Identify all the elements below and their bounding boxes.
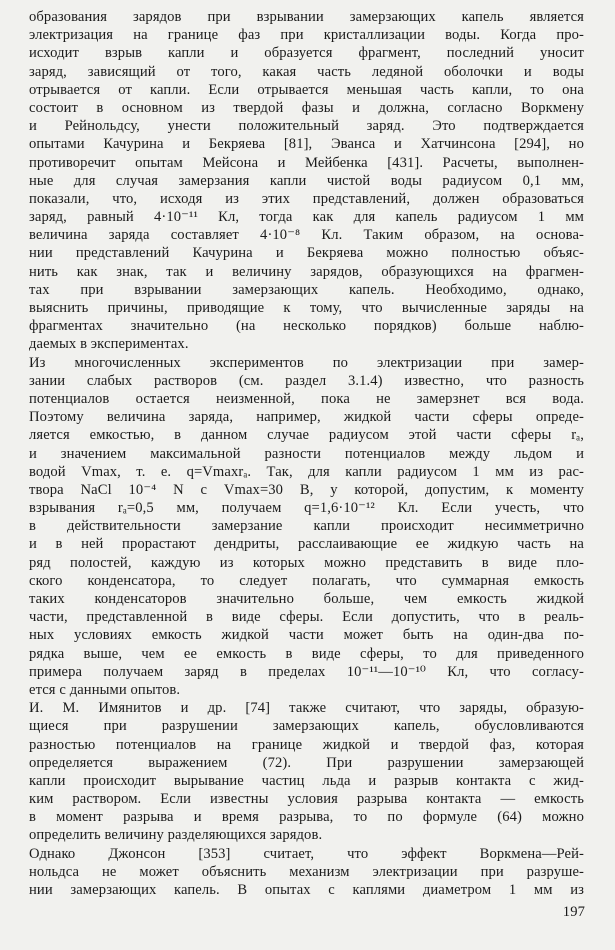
text-line: исходит взрыв капли и образуется фрагмент, последний уносит: [29, 45, 584, 62]
text-line: нить как знак, так и величину зарядов, образующихся на фрагмен-: [29, 263, 584, 280]
text-line: взрывания rₐ=0,5 мм, получаем q=1,6·10⁻¹² Кл. Если учесть, что: [29, 500, 584, 517]
text-line: определить величину разделяющихся зарядов.: [29, 827, 323, 844]
text-line: зании слабых растворов (см. раздел 3.1.4) известно, что разность: [29, 372, 584, 389]
text-line: нольдса не может объяснить механизм электризации при разруше-: [29, 863, 584, 880]
text-line: ского конденсатора, то следует полагать, что суммарная емкость: [29, 572, 584, 589]
text-line: твора NaCl 10⁻⁴ N с Vmax=30 В, у которой, допустим, к моменту: [29, 481, 584, 498]
text-line: ется с данными опытов.: [29, 681, 181, 698]
text-line: в момент разрыва и время разрыва, то по формуле (64) можно: [29, 809, 584, 826]
text-line: опытами Качурина и Бекряева [81], Эванса и Хатчинсона [294], но: [29, 136, 584, 153]
text-line: ных условиях емкость жидкой части может быть на один-два по-: [29, 627, 584, 644]
text-line: нии представлений Качурина и Бекряева можно полностью объяс-: [29, 245, 584, 262]
text-line: электризация на границе фаз при кристаллизации воды. Когда про-: [29, 27, 584, 44]
text-line: Однако Джонсон [353] считает, что эффект Воркмена—Рей-: [29, 845, 584, 862]
text-line: и значением максимальной разности потенциалов между льдом и: [29, 445, 584, 462]
text-line: величина заряда составляет 4·10⁻⁸ Кл. Таким образом, на основа-: [29, 227, 584, 244]
text-line: тах при взрывании замерзающих капель. Необходимо, однако,: [29, 281, 584, 298]
text-line: заряд, равный 4·10⁻¹¹ Кл, тогда как для капель радиусом 1 мм: [29, 209, 584, 226]
text-line: и Рейнольдсу, унести положительный заряд. Это подтверждается: [29, 118, 584, 135]
text-line: заряд, зависящий от того, какая часть ледяной оболочки и воды: [29, 63, 584, 80]
text-line: примера получаем заряд в пределах 10⁻¹¹—10⁻¹⁰ Кл, что согласу-: [29, 663, 584, 680]
text-line: и в ней прорастают дендриты, расслаивающие ее жидкую часть на: [29, 536, 584, 553]
text-line: капли происходит вырывание частиц льда и разрыв контакта с жид-: [29, 772, 584, 789]
text-line: водой Vmax, т. е. q=Vmaxrₐ. Так, для капли радиусом 1 мм из рас-: [29, 463, 584, 480]
text-line: даемых в экспериментах.: [29, 336, 189, 353]
text-line: ряд полостей, каждую из которых можно представить в виде пло-: [29, 554, 584, 571]
text-line: ким раствором. Если известны условия разрыва контакта — емкость: [29, 791, 584, 808]
text-line: Из многочисленных экспериментов по электризации при замер-: [29, 354, 584, 371]
text-line: ляется емкостью, в данном случае радиусом этой части сферы rₐ,: [29, 427, 584, 444]
text-line: противоречит опытам Мейсона и Мейбенка [431]. Расчеты, выполнен-: [29, 154, 584, 171]
text-line: состоит в основном из твердой фазы и должна, согласно Воркмену: [29, 99, 584, 116]
text-line: Поэтому величина заряда, например, жидкой части сферы опреде-: [29, 409, 584, 426]
text-line: в действительности замерзание капли происходит несимметрично: [29, 518, 584, 535]
text-line: образования зарядов при взрывании замерзающих капель является: [29, 9, 584, 25]
text-line: фрагментах значительно (на несколько порядков) больше наблю-: [29, 318, 584, 335]
body-text: [29, 8, 584, 899]
text-line: разностью потенциалов на границе жидкой и твердой фаз, которая: [29, 736, 584, 753]
text-line: щиеся при разрушении замерзающих капель, обусловливаются: [29, 718, 584, 735]
text-line: показали, что, исходя из этих представлений, должен образоваться: [29, 190, 584, 207]
text-line: рядка выше, чем ее емкость в виде сферы, то для приведенного: [29, 645, 584, 662]
text-line: выяснить причины, приводящие к тому, что вычисленные заряды на: [29, 300, 584, 316]
text-line: таких конденсаторов значительно больше, чем емкость жидкой: [29, 591, 584, 607]
text-line: ные для случая замерзания капли чистой воды радиусом 0,1 мм,: [29, 172, 584, 189]
text-line: нии замерзающих капель. В опытах с каплями диаметром 1 мм из: [29, 882, 584, 898]
text-line: отрывается от капли. Если отрывается меньшая часть капли, то она: [29, 81, 584, 98]
text-line: И. М. Имянитов и др. [74] также считают, что заряды, образую-: [29, 700, 584, 717]
page-number: 197: [562, 904, 585, 920]
text-line: определяется выражением (72). При разрушении замерзающей: [29, 754, 584, 771]
text-line: потенциалов остается неизменной, пока не замерзнет вся вода.: [29, 390, 584, 407]
text-line: части, представленной в виде сферы. Если допустить, что в реаль-: [29, 609, 584, 626]
